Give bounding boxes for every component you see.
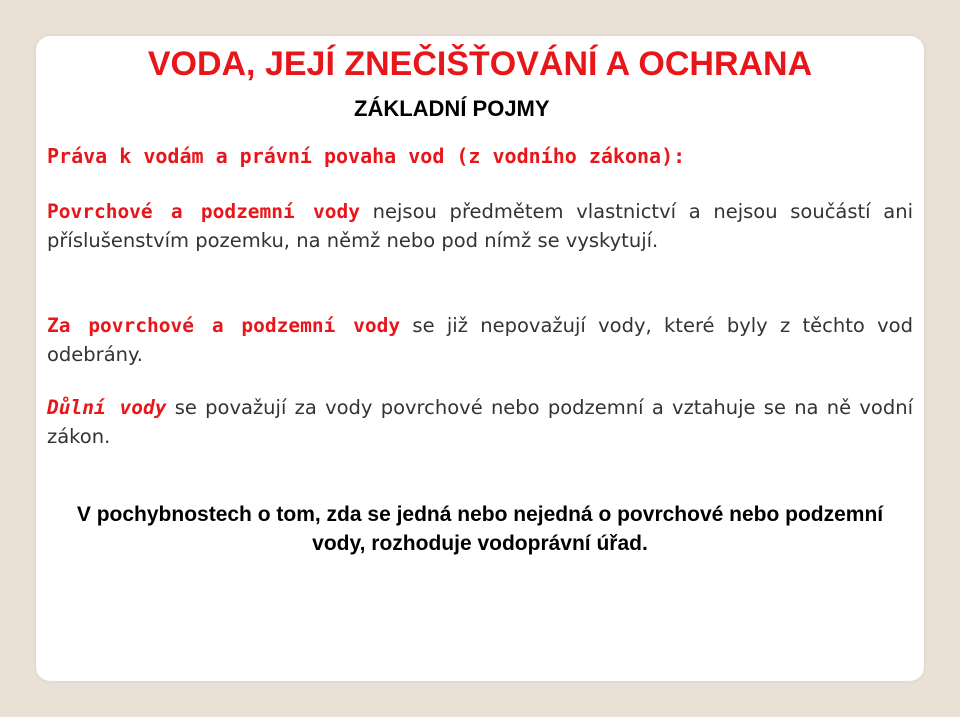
- paragraph-text: se již nepovažují vody, které byly z těchto vod odebrány.: [47, 314, 913, 366]
- paragraph-text: se považují za vody povrchové nebo podzemní a vztahuje se na ně vodní zákon.: [47, 396, 913, 448]
- paragraph-withdrawn-water: [47, 311, 913, 369]
- paragraph-lead: Povrchové a podzemní vody: [47, 200, 360, 223]
- slide-subtitle: ZÁKLADNÍ POJMY: [354, 96, 550, 121]
- section-heading: Práva k vodám a právní povaha vod (z vodního zákona):: [47, 144, 686, 168]
- paragraph-lead: Za povrchové a podzemní vody: [47, 314, 401, 337]
- paragraph-surface-groundwater: [47, 197, 913, 255]
- paragraph-lead: Důlní vody: [47, 396, 167, 419]
- slide-title: VODA, JEJÍ ZNEČIŠŤOVÁNÍ A OCHRANA: [147, 45, 813, 83]
- closing-note: V pochybnostech o tom, zda se jedná nebo nejedná o povrchové nebo podzemní vody, rozhoduje vodoprávní úřad.: [76, 503, 884, 555]
- paragraph-text: nejsou předmětem vlastnictví a nejsou součástí ani příslušenstvím pozemku, na němž nebo pod nímž se vyskytují.: [47, 200, 914, 252]
- paragraph-mine-water: [47, 393, 913, 451]
